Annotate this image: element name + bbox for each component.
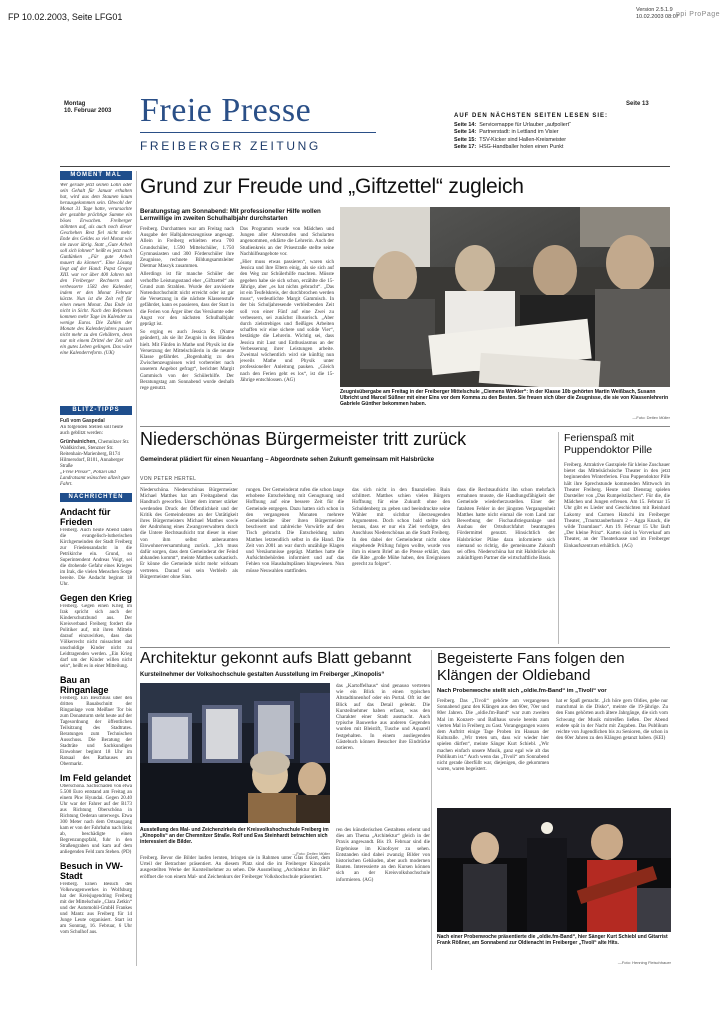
sidebar-divider [136, 171, 137, 966]
article4-headline: Begeisterte Fans folgen den Klängen der Oldieband [437, 650, 625, 684]
teaser-item [454, 137, 669, 143]
section-rule-1 [140, 426, 670, 427]
news-item-head: Bau an Ringanlage [60, 675, 109, 695]
exhibition-photo-image [140, 683, 330, 823]
masthead-subtitle: FREIBERGER ZEITUNG [140, 139, 321, 153]
news-item-head: Im Feld gelandet [60, 773, 132, 783]
article-column: hat er Spaß gemacht. „Ich höre gern Oldies, gehe nur manchmal in die Disko“, meinte die 19-jährige. Zu den Fans gehörten auch ältere Jahrgänge, die sich vom Schwung der Musik mitreißen ließen. Der Abend endete spät in der Nacht mit Zugaben. Das Publikum reichte von Jugendlichen bis zu Senioren, die schon in den 60er Jahren zu den Klängen getanzt haben. (KEI) [556, 698, 668, 742]
news-item-head: Besuch in VW-Stadt [60, 861, 123, 881]
blitz-head: Fuß vom Gaspedal [60, 418, 105, 424]
page-meta-version: Version 2.5.1.9 [636, 7, 673, 13]
teaser-item-text: TSV-Kicker sind Hallen-Kreismeister [479, 136, 567, 143]
teaser-item-text: Partnerstadt: in Lettland im Visier [479, 129, 559, 136]
byline-rule [140, 483, 232, 484]
moment-mal-label: MOMENT MAL [60, 171, 132, 180]
teaser-item [454, 129, 669, 135]
article-paragraph: „Hier muss etwas passieren“, waren sich Jessica und ihre Eltern einig, als sie sich auf den Weg zur Schülerhilfe machten. Müsste gegeben habe sie sich schon, erzählte die 15-Jährige, aber „es hat nichts gebracht“. „Das ist ein Teufelskreis, der durchbrochen werden muss“, verdeutlichte Margit Gammisch. In der bis Schuljahresende verbleibenden Zeit soll von einer Fünf auf eine Zwei zu verbessern, sei zunächst illusorisch. „Aber durch zielstrebiges und fleißiges Arbeiten schaffen wir eine sichere und solide Vier“, bestätigte die Lehrerin. Wichtig sei, dass Jessica mit Lust und Enthusiasmus an der Verbesserung ihrer Leistungen arbeite. Zweimal wöchentlich wird sie künftig nun jeweils Mathe und Physik unter professioneller Anleitung pauken. „Gleich nach den Ferien geht es los“, ist die 15-Jährige entschlossen. (AG) [240, 259, 334, 383]
article2-byline: VON PETER HERTEL [140, 476, 197, 482]
blitz-places: Grünhainichen, Chemnitzer Str. Waldkirchen, Stenzner Str. Reitenhain-Marienberg, B174 Hilmersdorf, B101, Annaberger Straße [60, 439, 130, 469]
article3-headline: Architektur gekonnt aufs Blatt gebannt [140, 650, 412, 667]
masthead-rule [140, 132, 376, 133]
ferien-divider [558, 432, 559, 644]
teaser-item-text: Servicemappe für Urlauber „aufpoliert“ [479, 122, 571, 128]
teaser-item [454, 144, 669, 150]
news-list [60, 507, 132, 936]
teaser-item-page: Seite 14: [454, 122, 477, 128]
blitz-text1: An folgenden Stellen soll heute auch geblitzt werden: [60, 425, 124, 436]
article-paragraph: Allerdings ist für manche Schüler der verhoffte Leistungsstand eher „Giftzettel“ als Grund zum Strahlen. Wurde der anvisierte Notendurchschnitt nicht erreicht oder ist gar die Versetzung in die nächste Klassenstufe gefährdet, kann es passieren, dass der Start in die Ferien von Ärger über das Versäumte oder Angst vor den nächsten Schulhalbjahr geprägt ist. [140, 271, 234, 328]
issue-day: Montag [64, 101, 86, 107]
article1-caption: Zeugnisübergabe am Freitag in der Freiberger Mittelschule „Clemens Winkler“: In der Klasse 10b gehörten Martin Weißbach, Susann Ulbricht und Marcel Süßner mit einer Eins vor dem Komma zu den Besten. Sie freuen sich über die Zeugnisse, die sie von Klassenlehrerin Gabriele Günther bekommen haben. [340, 389, 669, 407]
oldieband-photo-image [437, 808, 671, 932]
propage-logo: ppi ProPage [676, 11, 721, 18]
article4-photo-credit: —Foto: Henning Fleischhauer [617, 960, 671, 965]
blitz-label: BLITZ-TIPPS [60, 406, 132, 415]
section-rule-2 [140, 647, 670, 648]
article1-subhead: Beratungstag am Sonnabend: Mit professioneller Hilfe wollen Lernwillige im zweiten Schulhalbjahr durchstarten [140, 208, 321, 223]
article3-caption: Ausstellung des Mal- und Zeichenzirkels der Kreisvolkshochschule Freiberg im „Kinopolis“ an der Chemnitzer Straße. Rolf und Eva Steinhardt betrachten sich interessiert die Bilder. [140, 827, 329, 845]
page-meta-timestamp: 10.02.2003 08:07 [636, 14, 679, 20]
article-paragraph: Das Programm wurde von Mädchen und Jungen aller Altersstufen und Schularten angenommen, erklärte die Lehrerin. Auch der Studienkreis an der Prisestraße stellte seine Nachhilfeangebote vor. [240, 226, 334, 257]
masthead-title: Freie Presse [140, 92, 312, 129]
news-item-text: Freiberg. Gegen einen Krieg im Irak spricht sich auch der Kinderschutzbund aus. Der Kreisverband Freiberg fordert die Politiker auf, mit ihren Mitteln darauf einzuwirken, dass das Völkerrecht nicht missachtet und unschuldige Kinder nicht zu Leidtragenden werden. „Ein Krieg darf um der Kinder willen nicht sein“, heißt es in einer Mitteilung. [60, 604, 132, 669]
news-item-text: Freiberg. Auch heute Abend laden die evangelisch-lutherischen Kirchgemeinden der Stadt Freiberg zur Friedensandacht in die Petrikirche ein. Grund, so Superintendent Andreas Voigt, sei die drohende Gefahr eines Krieges im Irak, die vielen Menschen Sorge bereite. Die Andacht beginnt 18 Uhr. [60, 528, 132, 587]
article-column: das sich nicht in den finanziellen Ruin schlittert. Matthes schien vielen Bürgern Hoffnung für eine Zukunft ohne den Schuldenberg zu geben und beeindruckte seine Wähler mit sichtbar überzeugenden Argumenten. Doch schon bald stellte sich heraus, dass er nur ein Ziel verfolgte, den Anschluss Niederschönas an die Stadt Freiberg. In den dabei der Gemeinderat nicht ohne eingehende Prüfung folgen wollte, wurde von ihm in einem Brief an die Presse erklärt, dass die Räte „große Mühe haben, den Ereignissen gerecht zu folgen“. [352, 487, 450, 568]
header-bottom-rule [60, 166, 670, 167]
article4-divider [431, 650, 432, 970]
article2-headline: Niederschönas Bürgermeister tritt zurück [140, 429, 467, 449]
page-meta-left: FP 10.02.2003, Seite LFG01 [8, 12, 123, 22]
teaser-box [454, 113, 669, 165]
article1-photo-credit: —Foto: Detlev Müller [632, 415, 670, 420]
teaser-title: AUF DEN NÄCHSTEN SEITEN LESEN SIE: [454, 113, 609, 119]
article3-subhead: Kursteilnehmer der Volkshochschule gestalten Ausstellung im Freiberger „Kinopolis“ [140, 672, 385, 678]
news-item-head: Andacht für Frieden [60, 507, 111, 527]
teaser-item [454, 122, 669, 128]
teaser-item-page: Seite 15: [454, 136, 477, 143]
issue-date: 10. Februar 2003 [64, 108, 112, 114]
classroom-photo [340, 207, 670, 387]
article-column: das „Kartoffelhaus“ sind genauso vertreten wie ein Blick in einen typischen Altstadtinnenhof oder ein Portal. Oft ist der Blick auf das Detail gelenkt. Die Kursteilnehmer haben erfasst, was den Charakter einer Stadt ausmacht. Auch typische Bauwerke aus anderen Gegenden wurden mit Bleistift, Tusche und Aquarell festgehalten. In einem ausliegenden Gästebuch können Besucher ihre Eindrücke notieren. [336, 683, 430, 752]
article-column: ren des künstlerischen Gestaltens erlernt und dies am Thema „Architektur“ gleich in der Praxis angewandt. Bis 19. Februar sind die Ergebnisse im Kinofoyer zu sehen. Entstanden sind dabei zwanzig Bilder von historischen Gebäuden, aber auch modernen Bauten. Interessierte an den Kursen können sich an der Kreisvolkshochschule informieren. (AG) [336, 827, 430, 883]
article3-photo-credit: —Foto: Detlev Müller [292, 851, 330, 856]
teaser-item-page: Seite 14: [454, 129, 477, 136]
article2-subhead: Gemeinderat plädiert für einen Neuanfang – Abgeordnete sehen Zukunft gemeinsam mit Halsbrücke [140, 456, 435, 463]
teaser-list [454, 122, 669, 150]
article-column: dass die Rechtsaufsicht ihn schon mehrfach ermahnen musste, die Handlungsfähigkeit der Gemeinde wiederherzustellen. Einer der fatalsten Fehler in der jüngsten Vergangenheit Matthes hatte nicht einmal die vom Land zur Bewerbung der Fischaufstiegsanlage und Ausbau der Ortsdurchfahrt beantragten Fördermittel genutzt. Hinsichtlich der Halsbrücker Pläne dazu informierte sich niemand so richtig, die gemeinsame Zukunft sei offen. Niederschöna hat mit Halsbrücke als zukünftigem Partner die wirtschaftliche Basis. [457, 487, 555, 562]
moment-mal-text: Wer gerade jetzt seinen Lohn oder sein Gehalt für Januar erhalten hat, wird aus dem Staunen kaum herausgekommen sein. Obwohl der Monat 31 Tage hatte, verursachte der gezahlte prächtige Summe ein böses Erwachen. Freiberger stöhnten auf, als auch noch dieser Geschehen Rest fiel nicht mehr. Ende des Geldes so viel Monat wie nie zuvor übrig. Statt „Gute Arbeit soll sich lohnen“ heißt es jetzt nach Gutdünken „Für gute Arbeit mauert du können“. Eine Lösung liegt auf der Hand: Papst Gregor XIII. war vor über 400 Jahren mit den Freiberger Rechnern und verbesserte 1582 den Kalender, indem er den Monat Februar kürzte. Nun ist die Zeit reif für einen neuen Monat. Das Ende ist nicht in Sicht. Nach den Reformen kommen mehr Tage im Kalender zu wenige Euros. Die Zahlen der Monate des Kalenderjahres passen nicht mehr zu den Gehältern, denn nur mit einem Drittel der Zeit soll ein gutes Leben gelingen. Das wäre eine Kalenderreform. (UK) [60, 183, 132, 356]
article4-subhead: Nach Probenwoche stellt sich „oldie.fm-Band“ im „Tivoli“ vor [437, 688, 607, 694]
article-column: Freiberg. Bevor die Bilder laufen lernten, bringen sie in Rahmen unter Glas fixiert, dem Urteil der Betrachter präsentiert. An diesem Platz sind die im Freiberger Kinopolis ausgestellten Werke der Kursteilnehmer zu sehen. Die Ausstellung „Architektur im Bild“ eröffnet die von einem Mal- und Zeichenkurs der Freiberger Volkshochschule präsentiert. [140, 855, 330, 880]
nachrichten-label: NACHRICHTEN [60, 493, 132, 502]
article1-headline: Grund zur Freude und „Giftzettel“ zugleich [140, 175, 524, 198]
page-number: Seite 13 [626, 101, 649, 107]
article-column: Freiberg. Das „Tivoli“ gehörte am vergangenen Sonnabend ganz den Klängen aus den 60er, 70er und 80er Jahren. Die „oldie.fm-Band“ war zum zweiten Mal im Konzert- und Ballhaus sowie bereits zum vierten Mal in Freiberg zu Gast. Vorangegangen waren dem Auftritt einige Tage Proben im Hausan der Kulturalle. „Wir treten um, dass wir wieder hier spielen dürfen“, meinte Sänger Kurt Schiebl. „Wir machen einfach unsere Musik, ganz egal wie alt das Publikum ist.“ Auch wenn das „Tivoli“ am Sonnabend nicht gerade überfüllt war, diejenigen, die gekommen waren, waren begeistert. [437, 698, 549, 773]
ferien-text: Freiberg. Attraktive Gastspiele für kleine Zuschauer bietet das Mittelsächsische Theater in den jetzt beginnenden Winterferien. Frau Puppendoktor Pille hält ihre Sprechstunde kommenden Mittwoch im Theater Freiberg. Heute und Dienstag spielen Darsteller von „Das Rumpelstilzchen“. Für die, die Mädchen und Jungen erfreuen. Am 15. Februar 15 Uhr gibt es Lieder und Geschichten mit Reinhard Lakomy und Carmen Hatschi im Freiberger Theater, „Traumzauberbaum 2 – Agga Knack, die wilde Traumlaus“. Am 19. Februar 15 Uhr läuft „Der kleine Prinz“. Karten sind in Vorverkauf am Theater, an der Theaterkasse und im Freiberger Einkaufszentrum erhältlich. (AG) [564, 462, 670, 549]
classroom-photo-image [340, 207, 670, 387]
news-item-text: Oberschöna. Sachschaden von etwa 5.500 Euro entstand am Freitag an einem Pkw Hyundai. Gegen 20.40 Uhr war der Fahrer auf der B173 aus Richtung Oberschöna in Richtung Oederan unterwegs. Etwa 300 Meter nach dem Ortsausgang kam er von der Fahrbahn nach links ab, beschädigte einen Begrenzungspfahl, fuhr in den Straßengraben und kam auf dem anliegenden Feld zum Stehen. (PD) [60, 784, 132, 855]
news-item-text: Freiberg. Einen Besuch des Volkswagenwerkes in Wolfsburg hat der Kreisjugendring Freiberg mit der Mittelschule „Clara Zetkin“ und der Automobil-GmbH Frankes und Mantz aus Freiberg für 14 Junge Leute organisiert. Start ist am Sonntag, 16. Februar, 6 Uhr vom Schulhof aus. [60, 882, 132, 935]
teaser-item-page: Seite 17: [454, 143, 477, 150]
article-paragraph: Freiberg. Durchatmen war am Freitag nach Ausgabe der Halbjahreszeugnisse angesagt. Allein in Freiberg erhielten etwa 700 Grundschüler, 1.590 Mittelschüler, 1.750 Gymnasiasten und 300 Förderschüler ihre Zeugnisse, rechnete Bildungsamtsleiter Dietmar Mascyk zusammen. [140, 226, 234, 270]
ferien-headline: Ferienspaß mit Puppendoktor Pille [564, 432, 653, 456]
article-column: Niederschöna. Niederschönas Bürgermeister Michael Matthes hat am Freitagabend das Handtuch geworfen. Unter dem immer stärker werdenden Druck der Öffentlichkeit und der Kritik des Gemeinderates an der Untätigkeit ihres Bürgermeisters Michael Matthes sowie der Androhung eines Zwangsverwaltern durch die Untere Rechtsaufsicht trat dieser in einer von ihm selbst anberaumten Einwohnerversammlung zurück. „Ich muss dafür sorgen, dass dem Gemeinderat der Feind abhanden kommt“, meinte Matthes sarkastisch. Er könne die Gemeinde nicht mehr wirksam vertreten. Darauf sei sein Verbleib als Bürgermeister ohne Sinn. [140, 487, 238, 580]
news-item-text: Freiberg. Ein Beschluss über den dritten Bauabschnitt der Ringanlage vom Meißner Tor bis zum Donatsturm steht heute auf der Tagesordnung der öffentlichen Teilsitzung des Stadtrates. Beratungen zum Technischen Ausschuss. Die Beratung der Stadträte und Sachkundigen Einwohner beginnt 18 Uhr im Ratsaal des Rathauses am Obermarkt. [60, 696, 132, 767]
article-paragraph: So erging es auch Jessica R. (Name geändert), als sie ihr Zeugnis in den Händen hielt. Mit Fünfen in Mathe und Physik ist die Versetzung der Mittelschülerin in die neunte Klasse gefährdet. „Bogenhaltig zu den Zwischenzeugnissen wird vorbereitet nach unserem Angebot gefragt“, berichtet Margit Gammisch von der Schülerhilfe. Der Beratungstag am Sonnabend wurde deshalb rege genutzt. [140, 329, 234, 392]
teaser-item-text: HSG-Handballer holen einen Punkt [479, 143, 564, 150]
news-item-head: Gegen den Krieg [60, 593, 132, 603]
left-sidebar [60, 171, 132, 966]
article4-caption: Nach einer Probenwoche präsentierte die „oldie.fm-Band“, hier Sänger Kurt Schiebl und Gitarrist Frank Rößner, am Sonnabend zur Oldienacht im Freiberger „Tivoli“ alte Hits. [437, 934, 668, 946]
article-column: rungen. Der Gemeinderat rufen die schon lange erhobene Entscheidung mit Genugtuung und Hoffnung auf eine bessere Zeit für die Gemeinde entgegen. Dazu hatten sich schon in den vergangenen Monaten mehrere Gemeinderäte über ihren Bürgermeister beschwert und zahlreiche Vorwürfe auf den Tisch gebracht. Die Entscheidung nahm Matthes letztendlich selbst in die Hand. Die Zeit von 2001 an war durch unzählige Klagen und Versäumnisse geprägt. Matthes hatte die Aufsichtsbehörden informiert und auf das Fehlen von Haushaltsplänen hingewiesen. Nun müsse Neuwahlen stattfinden. [246, 487, 344, 574]
blitz-note: „Freie Presse“, Polizei und Landratsamt wünschen allzeit gute Fahrt. [60, 470, 130, 487]
exhibition-photo [140, 683, 330, 823]
oldieband-photo [437, 808, 671, 932]
